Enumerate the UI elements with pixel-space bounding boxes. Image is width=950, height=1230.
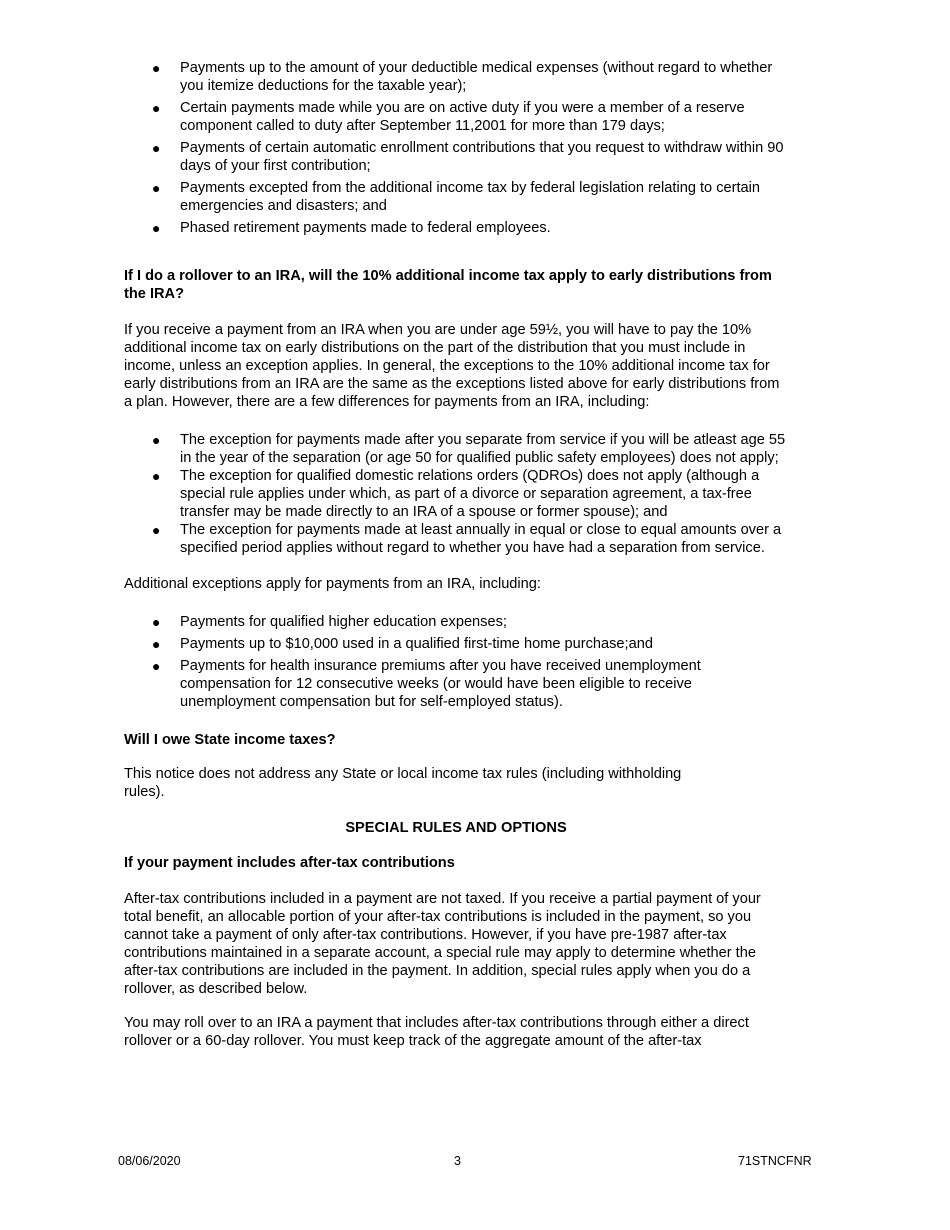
list-item: ● Payments up to the amount of your deductible medical expenses (without regard to whether you itemize deductions for the taxable year); — [152, 60, 773, 94]
list-item: ● Payments for qualified higher education expenses; — [152, 614, 507, 630]
ira-section-heading: If I do a rollover to an IRA, will the 10% additional income tax apply to early distributions from the IRA? — [124, 268, 772, 302]
bullet-icon: ● — [152, 100, 161, 116]
list-item: ● Payments excepted from the additional income tax by federal legislation relating to certain emergencies and disasters; and — [152, 180, 761, 214]
list-item: ● The exception for qualified domestic relations orders (QDROs) does not apply (although a special rule applies under which, as part of a divorce or separation agreement, a tax-free transfer may be made directly to an IRA of a spouse or former spouse); and — [152, 468, 760, 520]
footer-page-number: 3 — [454, 1154, 461, 1168]
ira-differences-list — [124, 431, 788, 557]
bullet-icon: ● — [152, 60, 161, 76]
ira-intro-paragraph: If you receive a payment from an IRA when you are under age 59½, you will have to pay the 10% additional income tax on early distributions on the part of the distribution that you must include in income, unless an exception applies. In general, the exceptions to the 10% additional income tax for early distributions from an IRA are the same as the exceptions listed above for early distributions from a plan. However, there are a few differences for payments from an IRA, including: — [124, 322, 780, 410]
footer-form-code: 71STNCFNR — [738, 1154, 812, 1168]
list-item: ● Certain payments made while you are on active duty if you were a member of a reserve component called to duty after September 11,2001 for more than 179 days; — [152, 100, 745, 134]
footer-date: 08/06/2020 — [118, 1154, 181, 1168]
bullet-icon: ● — [152, 468, 161, 484]
bullet-icon: ● — [152, 180, 161, 196]
state-tax-paragraph: This notice does not address any State or local income tax rules (including withholding rules). — [124, 766, 682, 800]
after-tax-paragraph-1: After-tax contributions included in a payment are not taxed. If you receive a partial payment of your total benefit, an allocable portion of your after-tax contributions is included in the payment, so you cannot take a payment of only after-tax contributions. However, if you have pre-1987 after-tax contributions maintained in a separate account, a special rule may apply to determine whether the after-tax contributions are included in the payment. In addition, special rules apply when you do a rollover, as described below. — [124, 891, 761, 997]
additional-exceptions-intro: Additional exceptions apply for payments from an IRA, including: — [124, 576, 541, 592]
list-item: ● Payments up to $10,000 used in a qualified first-time home purchase;and — [152, 636, 653, 652]
list-item: ● The exception for payments made after you separate from service if you will be atleast age 55 in the year of the separation (or age 50 for qualified public safety employees) does not apply; — [152, 432, 786, 466]
document-page — [124, 59, 788, 1050]
bullet-icon: ● — [152, 614, 161, 630]
list-item: ● Payments for health insurance premiums after you have received unemployment compensation for 12 consecutive weeks (or would have been eligible to receive unemployment compensation but for self-employed status). — [152, 658, 701, 710]
additional-exceptions-list — [124, 613, 788, 711]
special-rules-heading: SPECIAL RULES AND OPTIONS — [345, 820, 567, 836]
bullet-icon: ● — [152, 220, 161, 236]
after-tax-paragraph-2: You may roll over to an IRA a payment that includes after-tax contributions through either a direct rollover or a 60-day rollover. You must keep track of the aggregate amount of the after-tax — [124, 1015, 749, 1049]
list-item: ● The exception for payments made at least annually in equal or close to equal amounts over a specified period applies without regard to whether you have had a separation from service. — [152, 522, 782, 556]
bullet-icon: ● — [152, 522, 161, 538]
bullet-icon: ● — [152, 658, 161, 674]
list-item: ● Phased retirement payments made to federal employees. — [152, 220, 551, 236]
state-tax-heading: Will I owe State income taxes? — [124, 732, 336, 748]
bullet-icon: ● — [152, 636, 161, 652]
after-tax-heading: If your payment includes after-tax contributions — [124, 855, 455, 871]
bullet-icon: ● — [152, 432, 161, 448]
bullet-icon: ● — [152, 140, 161, 156]
list-item: ● Payments of certain automatic enrollment contributions that you request to withdraw within 90 days of your first contribution; — [152, 140, 784, 174]
exceptions-list-continued — [124, 59, 788, 237]
